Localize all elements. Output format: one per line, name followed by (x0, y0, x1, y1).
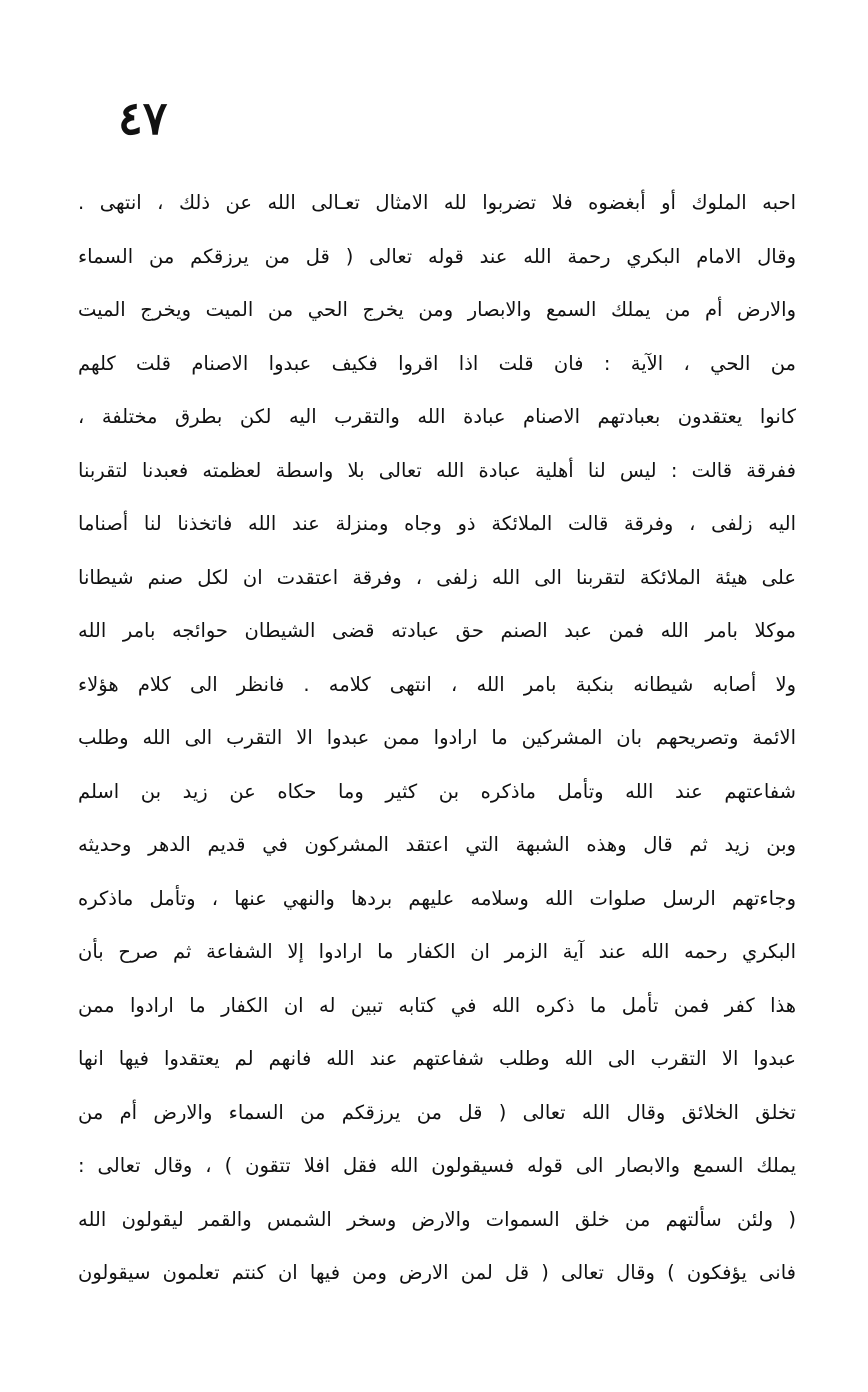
text-line: فانى يؤفكون ) وقال تعالى ( قل لمن الارض ومن فيها ان كنتم تعلمون سيقولون (78, 1261, 796, 1284)
page-number: ٤٧ (118, 91, 168, 145)
text-line: وقال الامام البكري رحمة الله عند قوله تعالى ( قل من يرزقكم من السماء (78, 244, 796, 268)
text-line: اليه زلفى ، وفرقة قالت الملائكة ذو وجاه ومنزلة عند الله فاتخذنا لنا أصناما (78, 512, 796, 535)
text-line: يملك السمع والابصار الى قوله فسيقولون الله فقل افلا تتقون ) ، وقال تعالى : (78, 1154, 796, 1177)
text-line: تخلق الخلائق وقال الله تعالى ( قل من يرزقكم من السماء والارض أم من (78, 1100, 796, 1124)
text-line: والارض أم من يملك السمع والابصار ومن يخرج الحي من الميت ويخرج الميت (78, 298, 796, 321)
text-line: على هيئة الملائكة لتقربنا الى الله زلفى ، وفرقة اعتقدت ان لكل صنم شيطانا (78, 565, 796, 589)
text-line: احبه الملوك أو أبغضوه فلا تضربوا لله الامثال تعـالى الله عن ذلك ، انتهى . (78, 191, 796, 214)
text-line: ( ولئن سألتهم من خلق السموات والارض وسخر الشمس والقمر ليقولون الله (78, 1207, 796, 1231)
text-line: موكلا بامر الله فمن عبد الصنم حق عبادته قضى الشيطان حوائجه بامر الله (78, 619, 796, 642)
text-line: وجاءتهم الرسل صلوات الله وسلامه عليهم بردها والنهي عنها ، وتأمل ماذكره (78, 886, 796, 910)
text-line: عبدوا الا التقرب الى الله وطلب شفاعتهم عند الله فانهم لم يعتقدوا فيها انها (78, 1047, 796, 1070)
text-line: كانوا يعتقدون بعبادتهم الاصنام عبادة الله والتقرب اليه لكن بطرق مختلفة ، (78, 405, 796, 428)
text-line: البكري رحمه الله عند آية الزمر ان الكفار ما ارادوا إلا الشفاعة ثم صرح بأن (78, 940, 796, 963)
text-line: هذا كفر فمن تأمل ما ذكره الله في كتابه تبين له ان الكفار ما ارادوا ممن (78, 993, 796, 1017)
text-line: الائمة وتصريحهم بان المشركين ما ارادوا ممن عبدوا الا التقرب الى الله وطلب (78, 726, 796, 749)
text-line: وبن زيد ثم قال وهذه الشبهة التي اعتقد المشركون في قديم الدهر وحديثه (78, 833, 796, 856)
text-line: ففرقة قالت : ليس لنا أهلية عبادة الله تعالى بلا واسطة لعظمته فعبدنا لتقربنا (78, 458, 796, 482)
text-line: من الحي ، الآية : فان قلت اذا اقروا فكيف عبدوا الاصنام قلت كلهم (78, 351, 796, 375)
text-line: شفاعتهم عند الله وتأمل ماذكره بن كثير وما حكاه عن زيد بن اسلم (78, 779, 796, 803)
text-line: ولا أصابه شيطانه بنكبة بامر الله ، انتهى كلامه . فانظر الى كلام هؤلاء (78, 672, 796, 696)
body-text (78, 176, 796, 1300)
